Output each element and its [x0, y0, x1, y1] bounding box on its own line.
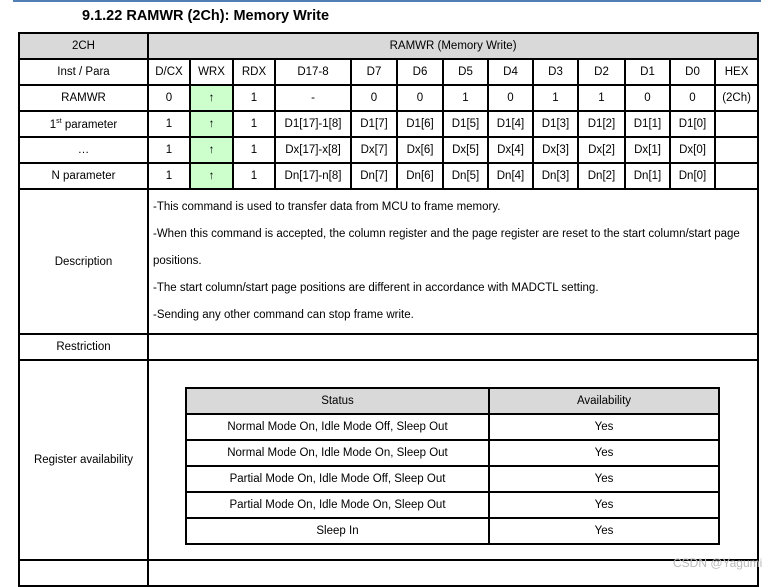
wrx-cell: ↑: [190, 111, 233, 137]
table-cell: 1: [233, 163, 275, 189]
table-cell: 1: [533, 85, 578, 111]
table-cell: Dx[17]-x[8]: [275, 137, 351, 163]
table-cell: D1[1]: [625, 111, 670, 137]
status-cell: Partial Mode On, Idle Mode Off, Sleep Out: [186, 466, 489, 492]
table-cell: D1[2]: [578, 111, 625, 137]
row-label: …: [77, 144, 90, 156]
column-header-row: [19, 59, 758, 85]
table-cell: 1: [233, 85, 275, 111]
command-table: [18, 32, 759, 587]
description-text: [148, 189, 758, 334]
command-code: 2CH: [19, 33, 148, 59]
table-cell: D1[3]: [533, 111, 578, 137]
restriction-label: Restriction: [19, 334, 148, 360]
wrx-cell: ↑: [190, 85, 233, 111]
wrx-cell: ↑: [190, 137, 233, 163]
description-line: -This command is used to transfer data from MCU to frame memory.: [153, 201, 501, 213]
description-row: [19, 189, 758, 334]
table-cell: [715, 137, 758, 163]
table-row: [19, 111, 758, 137]
column-header: D5: [443, 59, 488, 85]
table-cell: -: [275, 85, 351, 111]
restriction-row: [19, 334, 758, 360]
availability-cell: Yes: [489, 414, 719, 440]
register-label: Register availability: [19, 360, 148, 560]
status-header: Status: [186, 388, 489, 414]
column-header: D0: [670, 59, 715, 85]
table-cell: Dn[17]-n[8]: [275, 163, 351, 189]
table-cell: D1[0]: [670, 111, 715, 137]
table-cell: Dn[7]: [351, 163, 397, 189]
table-cell: Dx[0]: [670, 137, 715, 163]
table-cell: Dx[6]: [397, 137, 443, 163]
availability-row: [186, 492, 719, 518]
table-cell: D1[6]: [397, 111, 443, 137]
availability-cell: Yes: [489, 440, 719, 466]
table-row: [19, 163, 758, 189]
table-cell: 1: [148, 137, 190, 163]
table-cell: 1: [443, 85, 488, 111]
column-header: D/CX: [148, 59, 190, 85]
section-heading: 9.1.22 RAMWR (2Ch): Memory Write: [82, 8, 330, 24]
table-cell: 0: [148, 85, 190, 111]
status-cell: Sleep In: [186, 518, 489, 544]
table-cell: D1[4]: [488, 111, 533, 137]
column-header: D17-8: [275, 59, 351, 85]
table-cell: 1: [233, 137, 275, 163]
row-label-sup: st: [56, 117, 62, 125]
row-label: RAMWR: [61, 92, 106, 104]
row-label: N parameter: [51, 170, 116, 182]
table-cell: Dn[1]: [625, 163, 670, 189]
table-cell: 1: [148, 111, 190, 137]
status-cell: Normal Mode On, Idle Mode On, Sleep Out: [186, 440, 489, 466]
table-cell: Dn[0]: [670, 163, 715, 189]
table-cell: D1[7]: [351, 111, 397, 137]
table-cell: 0: [397, 85, 443, 111]
table-cell: D1[5]: [443, 111, 488, 137]
description-label: Description: [19, 189, 148, 334]
table-cell: 1: [148, 163, 190, 189]
wrx-cell: ↑: [190, 163, 233, 189]
column-header: RDX: [233, 59, 275, 85]
availability-cell: Yes: [489, 492, 719, 518]
column-header: D2: [578, 59, 625, 85]
table-row: [19, 137, 758, 163]
register-row: [19, 360, 758, 560]
availability-header: Availability: [489, 388, 719, 414]
description-line: -When this command is accepted, the column register and the page register are reset to the start column/start page positions.: [153, 228, 740, 267]
table-cell: 0: [488, 85, 533, 111]
column-header: D7: [351, 59, 397, 85]
table-cell: 1: [233, 111, 275, 137]
table-cell: [715, 111, 758, 137]
availability-cell: Yes: [489, 466, 719, 492]
column-header: D1: [625, 59, 670, 85]
availability-table: [185, 387, 720, 545]
availability-row: [186, 466, 719, 492]
table-cell: Dn[5]: [443, 163, 488, 189]
description-line: -The start column/start page positions are different in accordance with MADCTL setting.: [153, 282, 599, 294]
header-row: [19, 33, 758, 59]
table-cell: [715, 163, 758, 189]
next-row: [19, 560, 758, 586]
column-header: WRX: [190, 59, 233, 85]
table-cell: 0: [625, 85, 670, 111]
status-cell: Partial Mode On, Idle Mode On, Sleep Out: [186, 492, 489, 518]
table-cell: Dn[2]: [578, 163, 625, 189]
table-cell: Dx[2]: [578, 137, 625, 163]
availability-cell: Yes: [489, 518, 719, 544]
column-header: HEX: [715, 59, 758, 85]
table-cell: (2Ch): [715, 85, 758, 111]
availability-row: [186, 440, 719, 466]
column-header: D4: [488, 59, 533, 85]
row-label: 1: [49, 118, 57, 131]
table-cell: Dx[4]: [488, 137, 533, 163]
availability-row: [186, 518, 719, 544]
availability-row: [186, 414, 719, 440]
table-cell: Dx[5]: [443, 137, 488, 163]
table-cell: Dn[3]: [533, 163, 578, 189]
row-label-rest: parameter: [61, 118, 118, 131]
table-cell: Dx[7]: [351, 137, 397, 163]
command-name: RAMWR (Memory Write): [148, 33, 758, 59]
column-header: D3: [533, 59, 578, 85]
table-cell: Dn[4]: [488, 163, 533, 189]
description-line: -Sending any other command can stop frame write.: [153, 309, 414, 321]
watermark: CSDN @Yagumi: [673, 556, 763, 570]
column-header: D6: [397, 59, 443, 85]
restriction-value: [148, 334, 758, 360]
table-cell: 0: [670, 85, 715, 111]
table-cell: 0: [351, 85, 397, 111]
table-cell: 1: [578, 85, 625, 111]
status-cell: Normal Mode On, Idle Mode Off, Sleep Out: [186, 414, 489, 440]
table-cell: D1[17]-1[8]: [275, 111, 351, 137]
table-cell: Dx[3]: [533, 137, 578, 163]
table-cell: Dx[1]: [625, 137, 670, 163]
column-header: Inst / Para: [19, 59, 148, 85]
table-row: [19, 85, 758, 111]
table-cell: Dn[6]: [397, 163, 443, 189]
top-rule: [13, 0, 761, 2]
